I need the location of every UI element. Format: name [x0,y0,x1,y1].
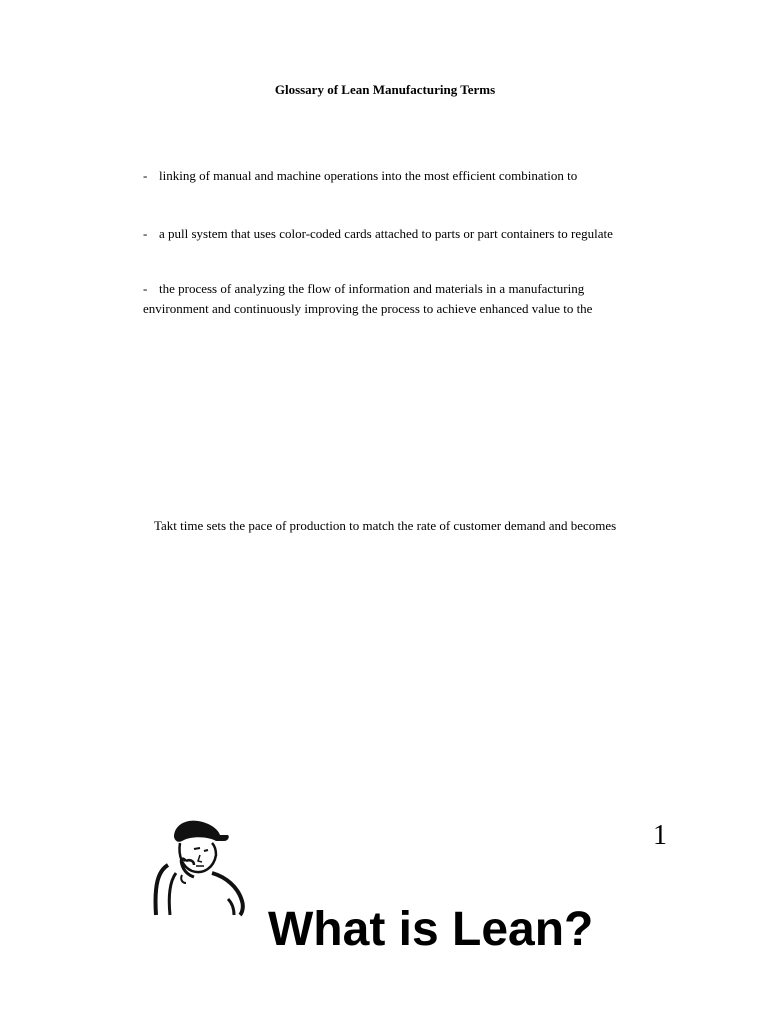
bottom-heading-clip [262,880,594,956]
takt-time-sentence: Takt time sets the pace of production to match the rate of customer demand and becomes [154,518,617,533]
thinking-man-illustration [146,815,266,915]
document-title: Glossary of Lean Manufacturing Terms [274,82,496,97]
glossary-entry [143,279,584,299]
page-number: 1 [653,820,667,851]
entry-text: linking of manual and machine operations into the most efficient combination to [159,168,578,183]
glossary-entry [143,166,577,186]
entry-text: the process of analyzing the flow of information and materials in a manufacturing [159,281,585,296]
entry-dash: - [143,226,148,241]
entry-text: a pull system that uses color-coded cards attached to parts or part containers to regulate [159,226,613,241]
glossary-entry [143,224,613,244]
glossary-entry-continuation: environment and continuously improving the process to achieve enhanced value to the [143,301,593,316]
entry-dash: - [143,281,148,296]
bottom-heading: What is Lean? [268,903,594,956]
entry-dash: - [143,168,148,183]
